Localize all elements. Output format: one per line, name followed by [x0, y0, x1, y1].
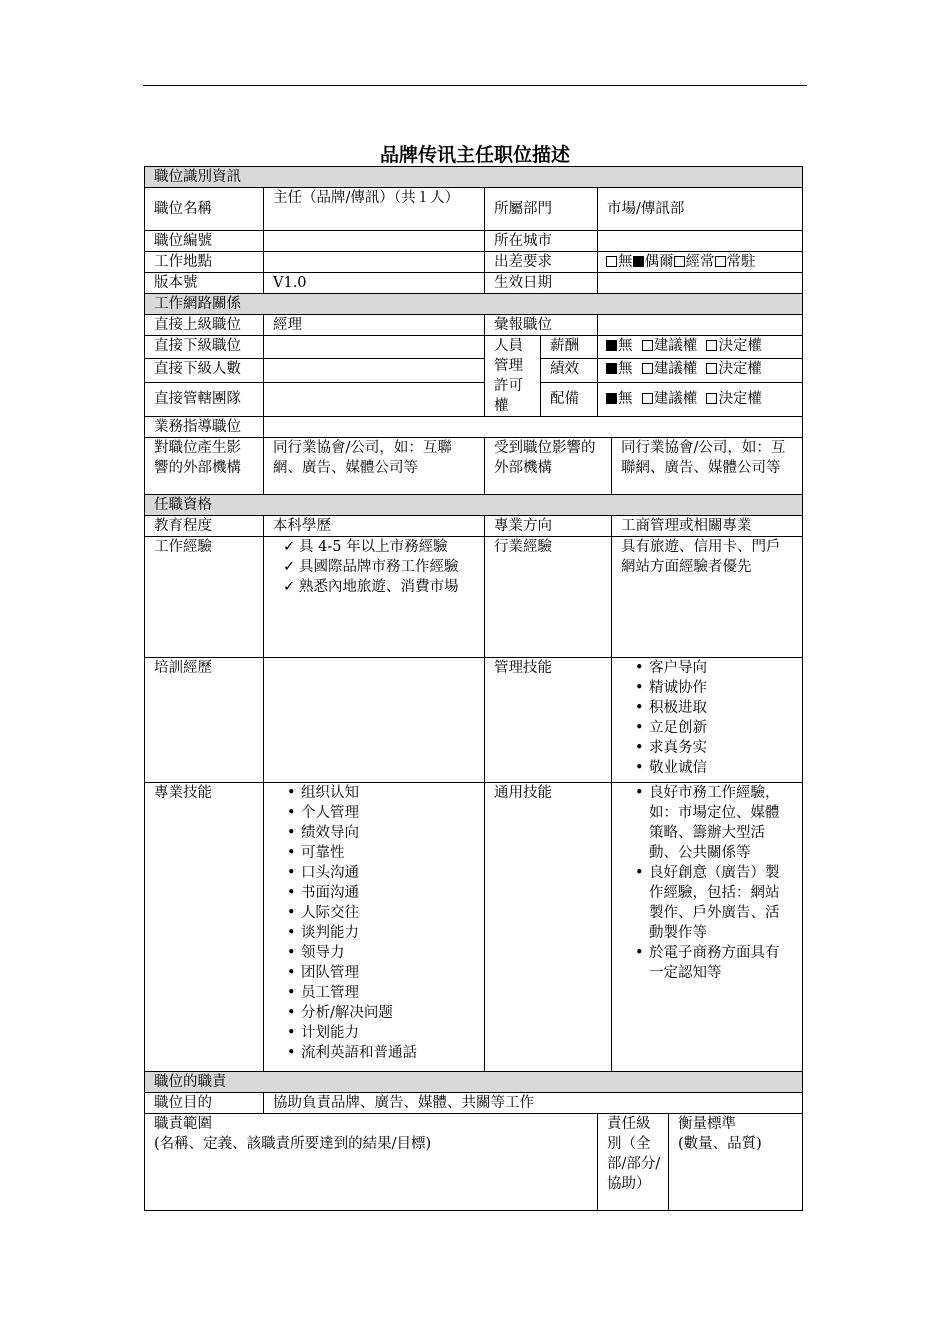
label-general-skills: 通用技能 [485, 783, 612, 1072]
label-management-skills: 管理技能 [485, 658, 612, 783]
value-subordinate[interactable] [264, 336, 485, 359]
label-city: 所在城市 [485, 231, 598, 252]
checkbox-icon [715, 256, 726, 267]
label-major: 專業方向 [485, 516, 612, 537]
value-subordinate-count[interactable] [264, 359, 485, 382]
value-work-location[interactable] [264, 252, 485, 273]
checkbox-icon [706, 340, 717, 351]
label-right-pay: 薪酬 [541, 336, 598, 359]
label-position-code: 職位編號 [145, 231, 264, 252]
label-work-experience: 工作經驗 [145, 537, 264, 658]
value-education[interactable]: 本科學歷 [264, 516, 485, 537]
travel-option[interactable]: 常駐 [715, 254, 756, 270]
value-report-to[interactable] [598, 315, 803, 336]
label-guidance: 業務指導職位 [145, 417, 264, 438]
label-team: 直接管轄團隊 [145, 382, 264, 416]
document-title: 品牌传讯主任职位描述 [379, 144, 570, 166]
rights-performance-options [598, 359, 803, 382]
right-option[interactable]: 建議權 [642, 338, 698, 354]
label-department: 所屬部門 [485, 188, 598, 231]
list-item: • 组织认知 [287, 783, 475, 803]
checkbox-checked-icon [606, 363, 617, 374]
value-external-affected[interactable]: 同行業協會/公司，如：互聯網、廣告、媒體公司等 [612, 438, 803, 495]
list-item: • 敬业诚信 [635, 758, 793, 778]
list-item: • 立足创新 [635, 718, 793, 738]
list-item: • 谈判能力 [287, 923, 475, 943]
checkbox-checked-icon [633, 256, 644, 267]
management-skills-list [621, 658, 793, 778]
list-item: • 於電子商務方面具有一定認知等 [635, 943, 793, 983]
job-table [144, 166, 803, 1211]
right-option[interactable]: 無 [606, 338, 633, 354]
list-item: • 积极进取 [635, 698, 793, 718]
list-item: • 计划能力 [287, 1023, 475, 1043]
value-version[interactable]: V1.0 [264, 273, 485, 294]
label-external-affected: 受到職位影響的外部機構 [485, 438, 612, 495]
label-right-performance: 績效 [541, 359, 598, 382]
label-training: 培訓經歷 [145, 658, 264, 783]
value-position-code[interactable] [264, 231, 485, 252]
checkbox-checked-icon [606, 340, 617, 351]
label-position-name: 職位名稱 [145, 188, 264, 231]
label-industry-experience: 行業經驗 [485, 537, 612, 658]
list-item: • 绩效导向 [287, 823, 475, 843]
duty-level-header: 責任級別（全部/部分/協助） [598, 1114, 669, 1211]
checkbox-checked-icon [606, 393, 617, 404]
list-item: • 求真务实 [635, 738, 793, 758]
professional-skills-list [273, 783, 475, 1063]
list-item: • 良好市務工作經驗，如：市場定位、媒體策略、籌辦大型活動、公共關係等 [635, 783, 793, 863]
value-general-skills[interactable] [612, 783, 803, 1072]
checkbox-icon [706, 393, 717, 404]
value-guidance[interactable] [264, 417, 803, 438]
right-option[interactable]: 決定權 [706, 338, 762, 354]
label-superior: 直接上級職位 [145, 315, 264, 336]
travel-option[interactable]: 偶爾 [633, 254, 674, 270]
list-item: • 分析/解决问题 [287, 1003, 475, 1023]
measure-sub: (數量、品質) [678, 1136, 762, 1152]
label-travel: 出差要求 [485, 252, 598, 273]
duty-scope-header [145, 1114, 598, 1211]
right-option[interactable]: 決定權 [706, 361, 762, 377]
checkbox-icon [642, 340, 653, 351]
list-item: ✓ 具國際品牌市務工作經驗 [283, 557, 475, 577]
value-industry-experience[interactable]: 具有旅遊、信用卡、門戶網站方面經驗者優先 [612, 537, 803, 658]
right-option[interactable]: 建議權 [642, 391, 698, 407]
value-major[interactable]: 工商管理或相關專業 [612, 516, 803, 537]
list-item: • 流利英語和普通話 [287, 1043, 475, 1063]
duty-scope-label: 職責範圍 [154, 1116, 212, 1132]
right-option[interactable]: 建議權 [642, 361, 698, 377]
value-effective-date[interactable] [598, 273, 803, 294]
value-city[interactable] [598, 231, 803, 252]
label-work-location: 工作地點 [145, 252, 264, 273]
label-hr-authority: 人員管理許可權 [485, 336, 541, 417]
value-position-name[interactable]: 主任（品牌/傳訊）（共１人） [264, 188, 485, 231]
label-subordinate-count: 直接下級人數 [145, 359, 264, 382]
right-option[interactable]: 無 [606, 391, 633, 407]
checkbox-icon [642, 393, 653, 404]
value-superior[interactable]: 經理 [264, 315, 485, 336]
label-subordinate: 直接下級職位 [145, 336, 264, 359]
right-option[interactable]: 決定權 [706, 391, 762, 407]
label-external-affecting: 對職位產生影響的外部機構 [145, 438, 264, 495]
list-item: • 客户导向 [635, 658, 793, 678]
measure-label: 衡量標準 [678, 1116, 736, 1132]
checkbox-icon [642, 363, 653, 374]
experience-list [273, 537, 475, 597]
value-department[interactable]: 市場/傳訊部 [598, 188, 803, 231]
label-professional-skills: 專業技能 [145, 783, 264, 1072]
value-professional-skills[interactable] [264, 783, 485, 1072]
checkbox-icon [674, 256, 685, 267]
list-item: • 精诚协作 [635, 678, 793, 698]
list-item: • 口头沟通 [287, 863, 475, 883]
job-description-form [144, 166, 802, 1211]
checkbox-icon [606, 256, 617, 267]
list-item: • 良好創意（廣告）製作經驗，包括：網站製作、戶外廣告、活動製作等 [635, 863, 793, 943]
label-purpose: 職位目的 [145, 1093, 264, 1114]
label-report-to: 彙報職位 [485, 315, 598, 336]
value-work-experience[interactable] [264, 537, 485, 658]
label-right-staffing: 配備 [541, 382, 598, 416]
section-qualification: 任職資格 [145, 495, 803, 516]
general-skills-list [621, 783, 793, 983]
list-item: • 可靠性 [287, 843, 475, 863]
label-effective-date: 生效日期 [485, 273, 598, 294]
section-duties: 職位的職責 [145, 1072, 803, 1093]
rights-staffing-options [598, 382, 803, 416]
value-external-affecting[interactable]: 同行業協會/公司，如：互聯網、廣告、媒體公司等 [264, 438, 485, 495]
value-training[interactable] [264, 658, 485, 783]
list-item: • 团队管理 [287, 963, 475, 983]
travel-option[interactable]: 無 [606, 254, 633, 270]
header-rule [143, 85, 807, 86]
right-option[interactable]: 無 [606, 361, 633, 377]
value-purpose[interactable]: 協助負責品牌、廣告、媒體、共關等工作 [264, 1093, 803, 1114]
value-management-skills[interactable] [612, 658, 803, 783]
checkbox-icon [706, 363, 717, 374]
list-item: • 人际交往 [287, 903, 475, 923]
list-item: • 员工管理 [287, 983, 475, 1003]
section-network: 工作網路關係 [145, 294, 803, 315]
section-identity: 職位識別資訊 [145, 167, 803, 188]
travel-option[interactable]: 經常 [674, 254, 715, 270]
list-item: ✓ 熟悉內地旅遊、消費市場 [283, 577, 475, 597]
list-item: • 领导力 [287, 943, 475, 963]
list-item: • 个人管理 [287, 803, 475, 823]
list-item: • 书面沟通 [287, 883, 475, 903]
label-version: 版本號 [145, 273, 264, 294]
rights-pay-options [598, 336, 803, 359]
list-item: ✓ 具 4-5 年以上市務經驗 [283, 537, 475, 557]
duty-scope-sub: (名稱、定義、該職責所要達到的結果/目標) [154, 1136, 432, 1152]
travel-options [598, 252, 803, 273]
value-team[interactable] [264, 382, 485, 416]
measure-header [669, 1114, 803, 1211]
label-education: 教育程度 [145, 516, 264, 537]
